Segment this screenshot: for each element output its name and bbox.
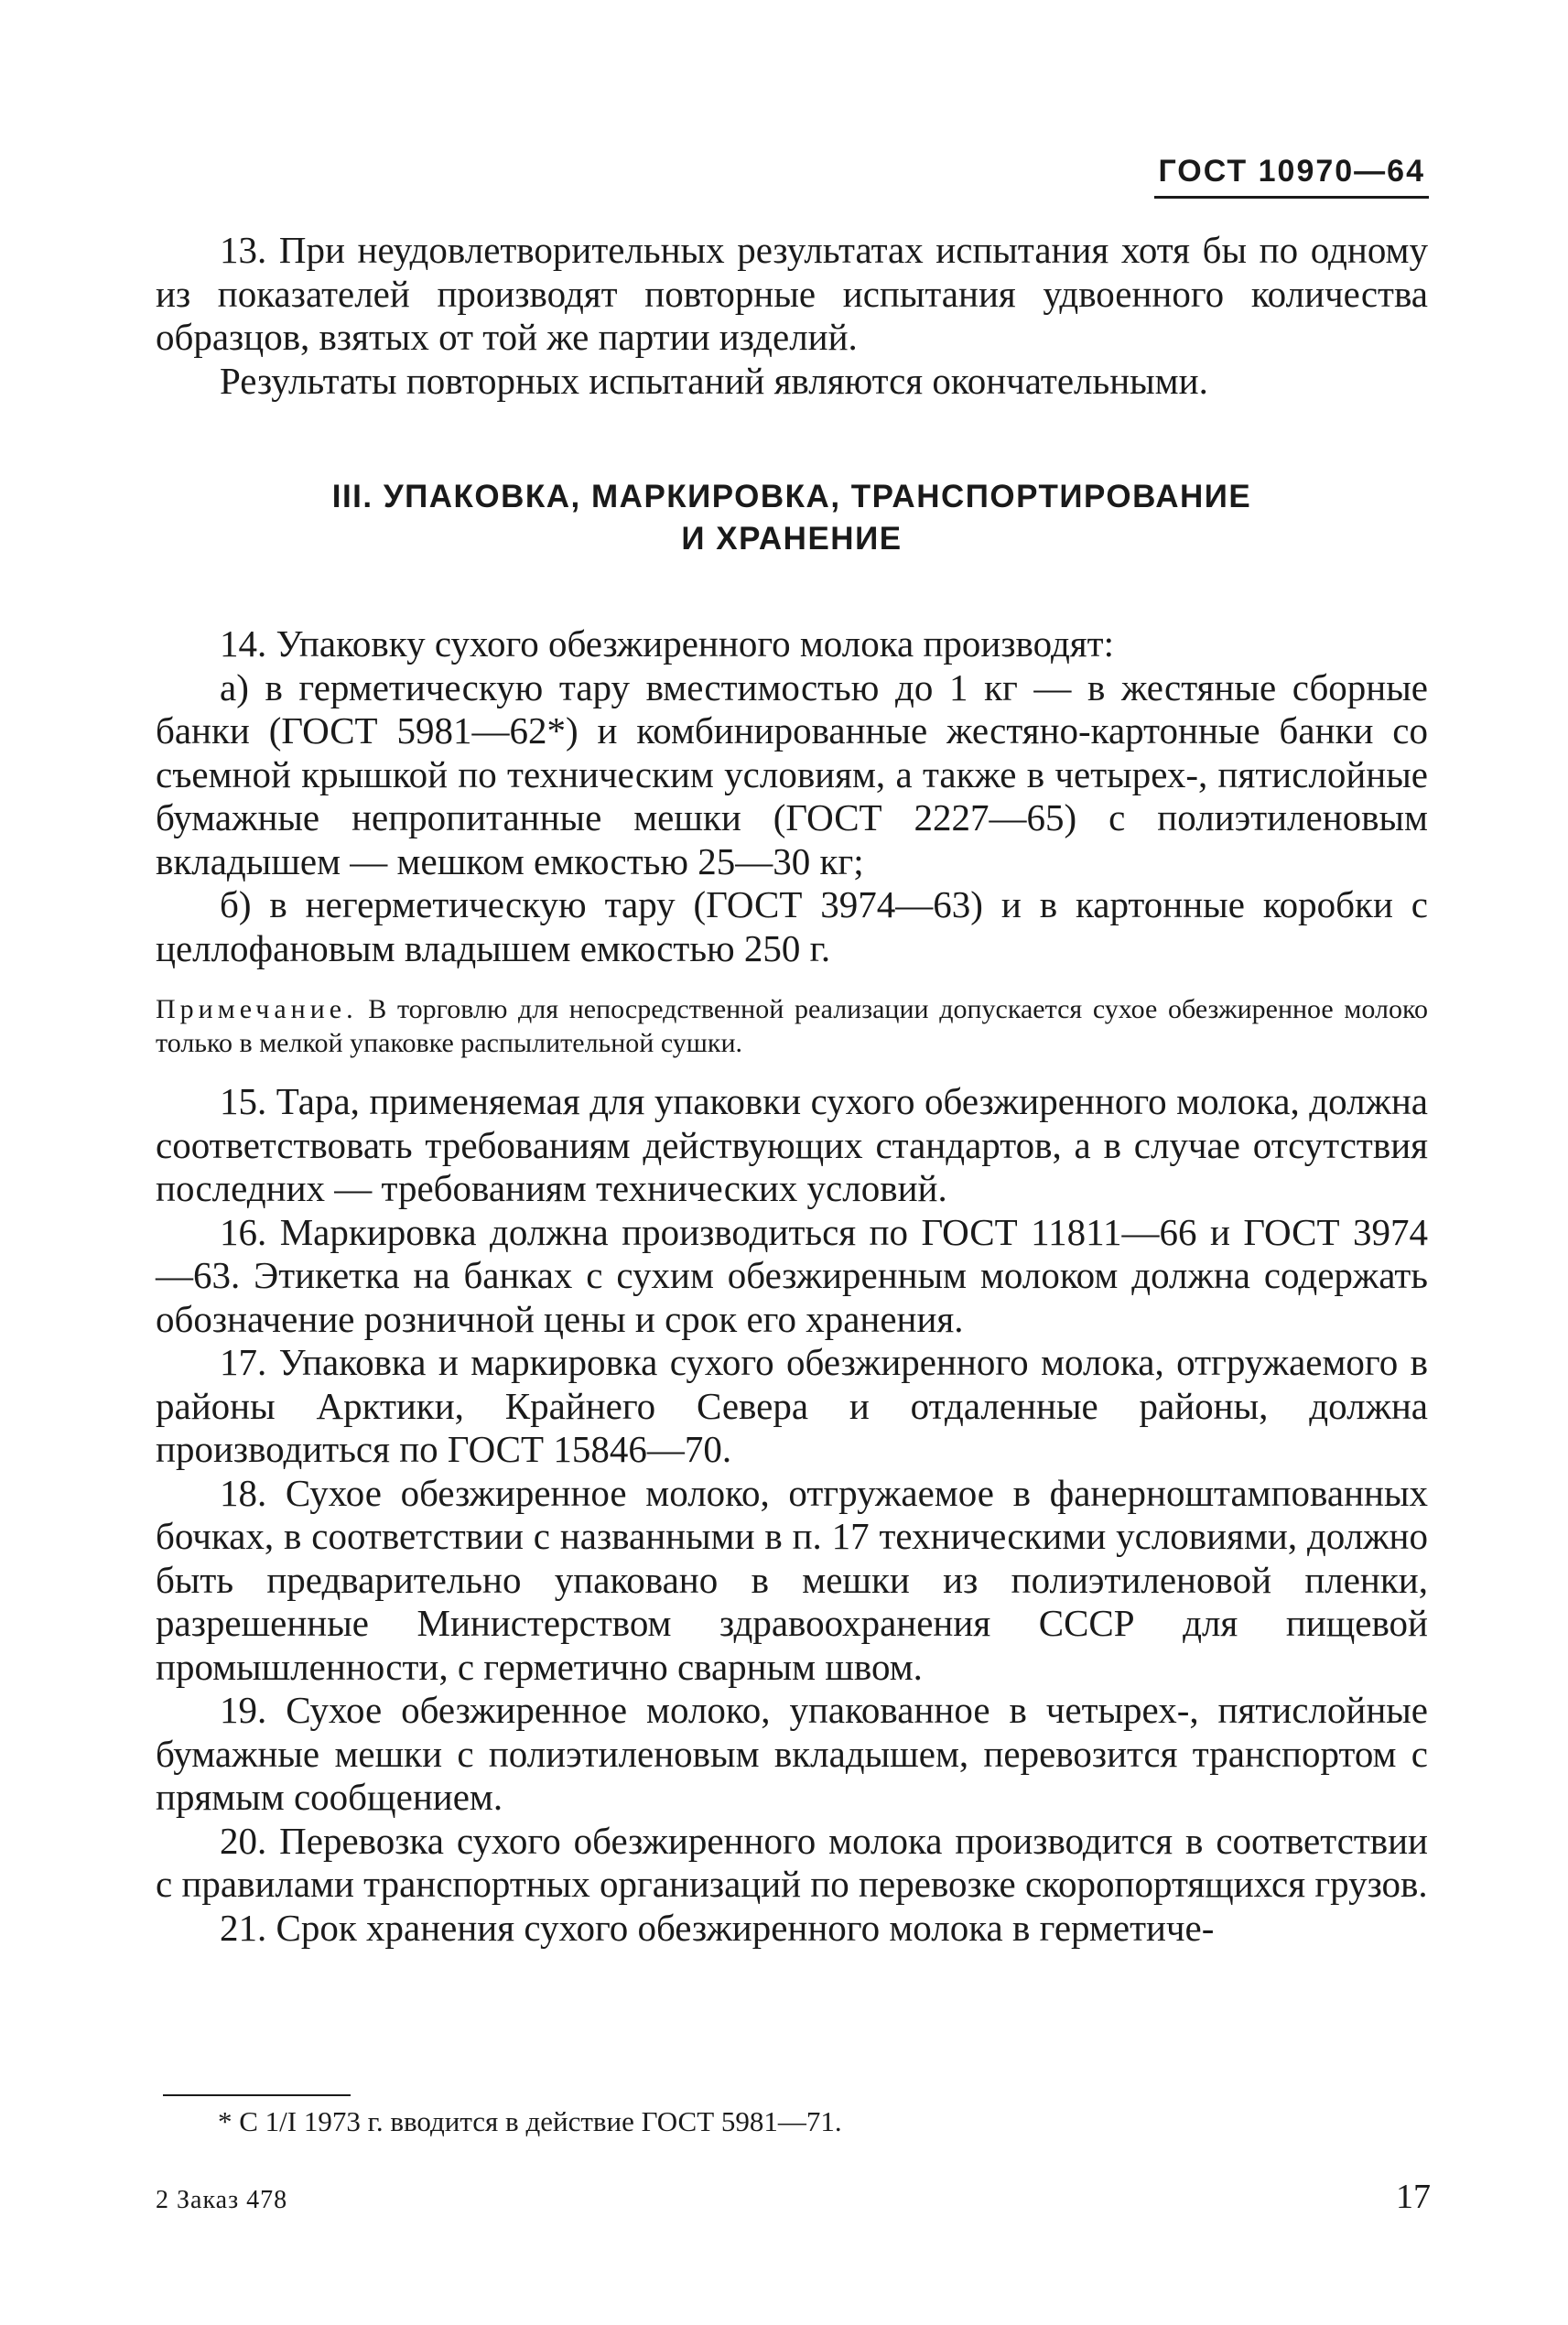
paragraph-14: 14. Упаковку сухого обезжиренного молока производят:	[220, 622, 1114, 665]
note-label: Примечание.	[156, 994, 358, 1024]
paragraph-19: 19. Сухое обезжиренное молоко, упакованное в четырех-, пятислойные бумажные мешки с полиэтиленовым вкладышем, перевозится транспортом с прямым сообщением.	[156, 1689, 1428, 1818]
paragraph-14b: б) в негерметическую тару (ГОСТ 3974—63) и в картонные коробки с целлофановым владышем емкостью 250 г.	[156, 883, 1428, 969]
section-title	[156, 476, 1428, 560]
paragraph-13: 13. При неудовлетворительных результатах испытания хотя бы по одному из показателей производят повторные испытания удвоенного количества образцов, взятых от той же партии изделий.	[156, 229, 1428, 358]
document-body	[156, 229, 1428, 1950]
paragraph-16: 16. Маркировка должна производиться по ГОСТ 11811—66 и ГОСТ 3974—63. Этикетка на банках с сухим обезжиренным молоком должна содержать обозначение розничной цены и срок его хранения.	[156, 1210, 1428, 1340]
paragraph-14a: а) в герметическую тару вместимостью до 1 кг — в жестяные сборные банки (ГОСТ 5981—62*) и комбинированные жестяно-картонные банки со съемной крышкой по техническим условиям, а также в четырех-, пятислойные бумажные непропитанные мешки (ГОСТ 2227—65) с полиэтиленовым вкладышем — мешком емкостью 25—30 кг;	[156, 665, 1428, 882]
paragraph-21: 21. Срок хранения сухого обезжиренного молока в герметиче-	[220, 1906, 1215, 1949]
standard-header: ГОСТ 10970—64	[1158, 154, 1425, 189]
note	[156, 992, 1428, 1060]
paragraph-18: 18. Сухое обезжиренное молоко, отгружаемое в фанерноштампованных бочках, в соответствии с названными в п. 17 техническими условиями, должно быть предварительно упаковано в мешки из полиэтиленовой пленки, разрешенные Министерством здравоохранения СССР для пищевой промышленности, с герметично сварным швом.	[156, 1471, 1428, 1688]
paragraph-20: 20. Перевозка сухого обезжиренного молока производится в соответствии с правилами транспортных организаций по перевозке скоропортящихся грузов.	[156, 1819, 1428, 1905]
page-number: 17	[1396, 2178, 1431, 2216]
paragraph-15: 15. Тара, применяемая для упаковки сухого обезжиренного молока, должна соответствовать требованиям действующих стандартов, а в случае отсутствия последних — требованиям технических условий.	[156, 1080, 1428, 1209]
section-title-line2: И ХРАНЕНИЕ	[681, 521, 903, 557]
paragraph-13-result: Результаты повторных испытаний являются окончательными.	[220, 359, 1208, 402]
footnote-rule	[163, 2094, 351, 2096]
note-text: В торговлю для непосредственной реализации допускается сухое обезжиренное молоко только в мелкой упаковке распылительной сушки.	[156, 994, 1429, 1058]
header-rule	[1154, 196, 1429, 199]
order-number: 2 Заказ 478	[156, 2186, 288, 2214]
footnote: * С 1/I 1973 г. вводится в действие ГОСТ 5981—71.	[218, 2105, 842, 2137]
section-title-line1: III. УПАКОВКА, МАРКИРОВКА, ТРАНСПОРТИРОВАНИЕ	[331, 479, 1252, 514]
paragraph-17: 17. Упаковка и маркировка сухого обезжиренного молока, отгружаемого в районы Арктики, Крайнего Севера и отдаленные районы, должна производиться по ГОСТ 15846—70.	[156, 1341, 1428, 1470]
